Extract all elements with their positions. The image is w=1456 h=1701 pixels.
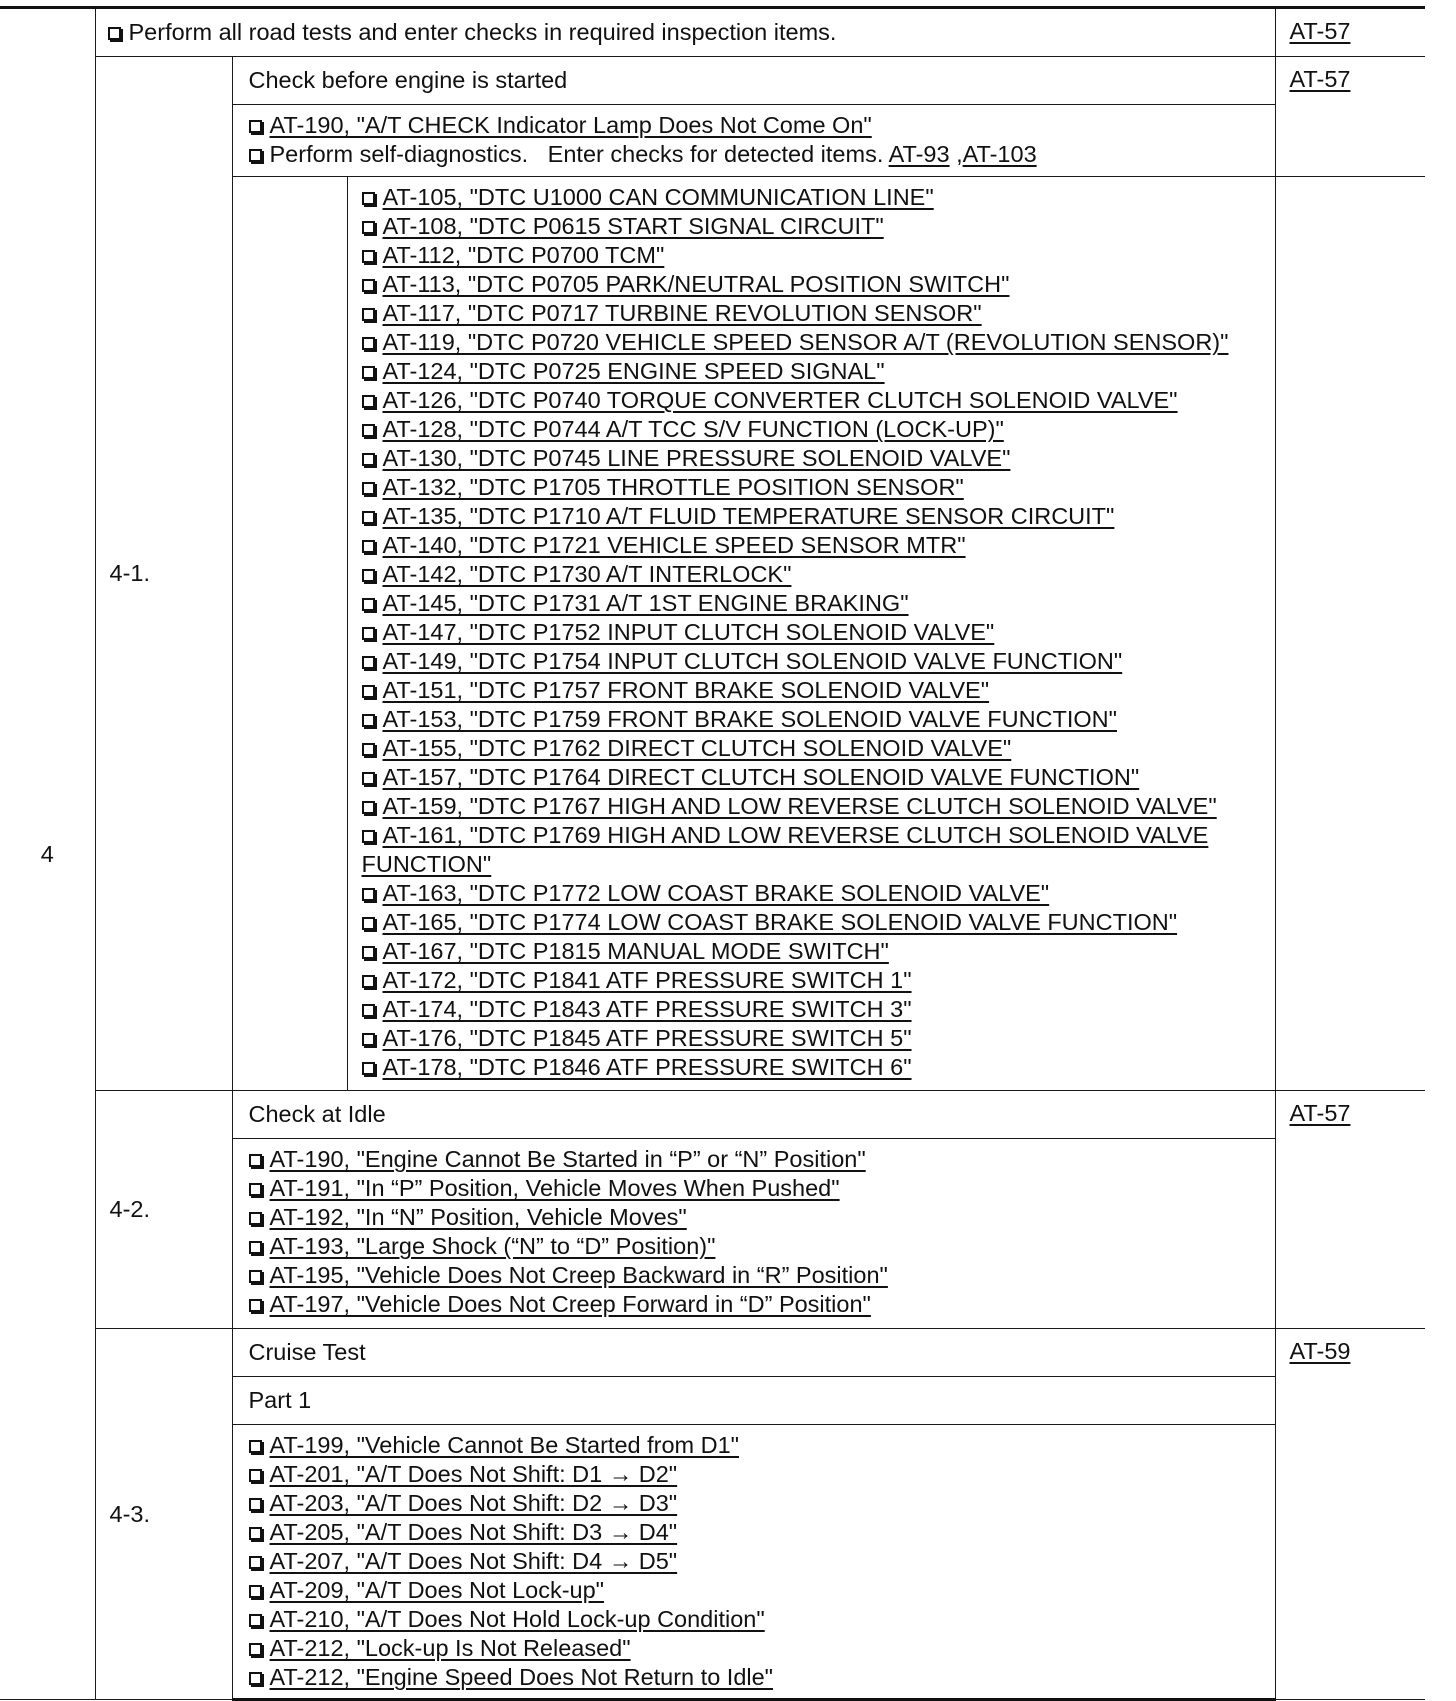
list-item — [362, 821, 1267, 879]
checkbox-icon[interactable] — [362, 656, 375, 669]
self-diagnostics-text: Perform self-diagnostics. Enter checks for detected items. — [269, 141, 884, 167]
item-link[interactable]: AT-157, "DTC P1764 DIRECT CLUTCH SOLENOID VALVE FUNCTION" — [382, 764, 1140, 790]
list-item — [362, 328, 1267, 357]
item-link[interactable]: AT-201, "A/T Does Not Shift: D1 → D2" — [269, 1461, 678, 1487]
checkbox-icon[interactable] — [249, 1440, 262, 1453]
item-link[interactable]: AT-212, "Lock-up Is Not Released" — [269, 1635, 631, 1661]
s42-ref-cell — [1275, 1091, 1425, 1329]
item-link[interactable]: AT-124, "DTC P0725 ENGINE SPEED SIGNAL" — [382, 358, 885, 384]
list-item — [362, 386, 1267, 415]
checkbox-icon[interactable] — [362, 801, 375, 814]
list-item — [362, 444, 1267, 473]
item-link[interactable]: AT-190, "Engine Cannot Be Started in “P” or “N” Position" — [269, 1146, 866, 1172]
diagnostic-work-flow-table — [0, 6, 1425, 1701]
list-item — [249, 1174, 1263, 1203]
item-link[interactable]: AT-151, "DTC P1757 FRONT BRAKE SOLENOID VALVE" — [382, 677, 990, 703]
item-link[interactable]: AT-195, "Vehicle Does Not Creep Backward in “R” Position" — [269, 1262, 888, 1288]
checkbox-icon[interactable] — [249, 1498, 262, 1511]
checkbox-icon[interactable] — [249, 1527, 262, 1540]
list-item — [362, 502, 1267, 531]
checkbox-icon[interactable] — [362, 975, 375, 988]
self-diagnostics-ref-link-1[interactable]: AT-93 — [888, 141, 950, 167]
item-link[interactable]: AT-140, "DTC P1721 VEHICLE SPEED SENSOR MTR" — [382, 532, 966, 558]
s43-part-cell — [232, 1377, 1275, 1425]
checkbox-icon[interactable] — [362, 482, 375, 495]
s43-ref-link[interactable]: AT-59 — [1289, 1338, 1351, 1364]
list-item — [249, 1460, 1263, 1489]
s42-ref-link[interactable]: AT-57 — [1289, 1100, 1351, 1126]
item-link[interactable]: AT-113, "DTC P0705 PARK/NEUTRAL POSITION SWITCH" — [382, 271, 1010, 297]
checkbox-icon[interactable] — [362, 888, 375, 901]
step-number — [0, 8, 95, 1700]
list-item — [362, 734, 1267, 763]
s41-ref-link[interactable]: AT-57 — [1289, 66, 1351, 92]
item-link[interactable]: AT-119, "DTC P0720 VEHICLE SPEED SENSOR A/T (REVOLUTION SENSOR)" — [382, 329, 1229, 355]
checkbox-icon[interactable] — [362, 337, 375, 350]
list-item — [362, 705, 1267, 734]
step-number-text: 4 — [40, 840, 54, 867]
list-item — [362, 560, 1267, 589]
list-item — [362, 1053, 1267, 1082]
self-diagnostics-ref-link-2[interactable]: AT-103 — [962, 141, 1037, 167]
item-link[interactable]: AT-165, "DTC P1774 LOW COAST BRAKE SOLENOID VALVE FUNCTION" — [382, 909, 1178, 935]
checkbox-icon[interactable] — [249, 1299, 262, 1312]
list-item — [362, 792, 1267, 821]
checkbox-icon[interactable] — [362, 917, 375, 930]
item-link[interactable]: AT-155, "DTC P1762 DIRECT CLUTCH SOLENOID VALVE" — [382, 735, 1012, 761]
list-item — [249, 1518, 1263, 1547]
s41-title-row — [0, 57, 1425, 105]
list-item — [362, 995, 1267, 1024]
item-link[interactable]: AT-192, "In “N” Position, Vehicle Moves" — [269, 1204, 687, 1230]
list-item — [362, 937, 1267, 966]
checkbox-icon[interactable] — [249, 1672, 262, 1685]
list-item — [362, 966, 1267, 995]
checkbox-icon[interactable] — [108, 27, 121, 40]
s43-title-cell — [232, 1329, 1275, 1377]
checkbox-icon[interactable] — [249, 149, 262, 162]
checkbox-icon[interactable] — [362, 221, 375, 234]
list-item — [362, 357, 1267, 386]
checkbox-icon[interactable] — [362, 366, 375, 379]
checkbox-icon[interactable] — [249, 1614, 262, 1627]
intro-text: Perform all road tests and enter checks in required inspection items. — [128, 19, 837, 45]
item-link[interactable]: AT-128, "DTC P0744 A/T TCC S/V FUNCTION (LOCK-UP)" — [382, 416, 1004, 442]
checkbox-icon[interactable] — [362, 627, 375, 640]
item-link[interactable]: AT-172, "DTC P1841 ATF PRESSURE SWITCH 1" — [382, 967, 912, 993]
item-link[interactable]: AT-142, "DTC P1730 A/T INTERLOCK" — [382, 561, 792, 587]
list-item — [249, 1203, 1263, 1232]
list-item — [249, 1547, 1263, 1576]
item-link[interactable]: AT-209, "A/T Does Not Lock-up" — [269, 1577, 605, 1603]
s42-title-cell — [232, 1091, 1275, 1139]
checkbox-icon[interactable] — [249, 1585, 262, 1598]
item-link[interactable]: AT-205, "A/T Does Not Shift: D3 → D4" — [269, 1519, 678, 1545]
ref-separator: , — [949, 141, 963, 167]
checkbox-icon[interactable] — [362, 424, 375, 437]
item-link[interactable]: AT-199, "Vehicle Cannot Be Started from D1" — [269, 1432, 740, 1458]
item-link[interactable]: AT-130, "DTC P0745 LINE PRESSURE SOLENOID VALVE" — [382, 445, 1011, 471]
item-link[interactable]: AT-147, "DTC P1752 INPUT CLUTCH SOLENOID VALVE" — [382, 619, 995, 645]
indicator-lamp-link[interactable]: AT-190, "A/T CHECK Indicator Lamp Does Not Come On" — [269, 112, 872, 138]
item-link[interactable]: AT-145, "DTC P1731 A/T 1ST ENGINE BRAKING" — [382, 590, 909, 616]
item-link[interactable]: AT-176, "DTC P1845 ATF PRESSURE SWITCH 5" — [382, 1025, 912, 1051]
list-item — [249, 1605, 1263, 1634]
list-item — [249, 1232, 1263, 1261]
list-item — [249, 1663, 1263, 1692]
s43-list — [232, 1425, 1275, 1700]
s42-number: 4-2. — [109, 1196, 150, 1222]
list-item — [362, 908, 1267, 937]
checkbox-icon[interactable] — [362, 250, 375, 263]
list-item — [249, 1290, 1263, 1319]
item-link[interactable]: AT-207, "A/T Does Not Shift: D4 → D5" — [269, 1548, 678, 1574]
checkbox-icon[interactable] — [362, 453, 375, 466]
checkbox-icon[interactable] — [249, 1154, 262, 1167]
list-item — [249, 1634, 1263, 1663]
item-link[interactable]: AT-197, "Vehicle Does Not Creep Forward in “D” Position" — [269, 1291, 871, 1317]
item-link[interactable]: AT-178, "DTC P1846 ATF PRESSURE SWITCH 6" — [382, 1054, 912, 1080]
list-item — [249, 140, 1263, 169]
s43-ref-cell — [1275, 1329, 1425, 1700]
checkbox-icon[interactable] — [362, 1004, 375, 1017]
checkbox-icon[interactable] — [249, 1270, 262, 1283]
s41-ref-cell — [1275, 57, 1425, 177]
item-link[interactable]: AT-210, "A/T Does Not Hold Lock-up Condition" — [269, 1606, 765, 1632]
item-link[interactable]: AT-149, "DTC P1754 INPUT CLUTCH SOLENOID VALVE FUNCTION" — [382, 648, 1123, 674]
checkbox-icon[interactable] — [362, 279, 375, 292]
s41-blank-cell — [232, 177, 347, 1091]
checkbox-icon[interactable] — [362, 395, 375, 408]
checkbox-icon[interactable] — [362, 830, 375, 843]
item-link[interactable]: AT-108, "DTC P0615 START SIGNAL CIRCUIT" — [382, 213, 884, 239]
list-item — [362, 241, 1267, 270]
item-link[interactable]: AT-174, "DTC P1843 ATF PRESSURE SWITCH 3" — [382, 996, 912, 1022]
checkbox-icon[interactable] — [362, 569, 375, 582]
item-link[interactable]: AT-161, "DTC P1769 HIGH AND LOW REVERSE CLUTCH SOLENOID VALVE FUNCTION" — [361, 822, 1209, 877]
item-link[interactable]: AT-117, "DTC P0717 TURBINE REVOLUTION SENSOR" — [382, 300, 982, 326]
s43-number-cell — [95, 1329, 232, 1700]
list-item — [362, 270, 1267, 299]
list-item — [362, 763, 1267, 792]
list-item — [362, 299, 1267, 328]
item-link[interactable]: AT-135, "DTC P1710 A/T FLUID TEMPERATURE SENSOR CIRCUIT" — [382, 503, 1115, 529]
checkbox-icon[interactable] — [362, 1033, 375, 1046]
checkbox-icon[interactable] — [249, 120, 262, 133]
checkbox-icon[interactable] — [362, 772, 375, 785]
item-link[interactable]: AT-163, "DTC P1772 LOW COAST BRAKE SOLENOID VALVE" — [382, 880, 1050, 906]
list-item — [362, 531, 1267, 560]
checkbox-icon[interactable] — [249, 1183, 262, 1196]
list-item — [362, 1024, 1267, 1053]
item-link[interactable]: AT-126, "DTC P0740 TORQUE CONVERTER CLUTCH SOLENOID VALVE" — [382, 387, 1178, 413]
list-item — [362, 647, 1267, 676]
list-item — [362, 676, 1267, 705]
checkbox-icon[interactable] — [249, 1469, 262, 1482]
list-item — [249, 1145, 1263, 1174]
s41-title-cell — [232, 57, 1275, 105]
s43-part: Part 1 — [248, 1387, 312, 1413]
s43-title-row — [0, 1329, 1425, 1377]
item-link[interactable]: AT-132, "DTC P1705 THROTTLE POSITION SENSOR" — [382, 474, 964, 500]
s41-dtc-list — [347, 177, 1275, 1091]
s41-pre-cell — [232, 105, 1275, 177]
checkbox-icon[interactable] — [249, 1556, 262, 1569]
list-item — [362, 473, 1267, 502]
s42-list — [232, 1139, 1275, 1329]
checkbox-icon[interactable] — [362, 743, 375, 756]
checkbox-icon[interactable] — [249, 1643, 262, 1656]
checkbox-icon[interactable] — [362, 511, 375, 524]
intro-ref-cell — [1275, 8, 1425, 57]
intro-ref-link[interactable]: AT-57 — [1289, 18, 1351, 44]
s41-title: Check before engine is started — [248, 67, 568, 93]
checkbox-icon[interactable] — [362, 946, 375, 959]
item-link[interactable]: AT-167, "DTC P1815 MANUAL MODE SWITCH" — [382, 938, 889, 964]
s41-number-cell — [95, 57, 232, 1091]
list-item — [249, 1576, 1263, 1605]
list-item — [362, 879, 1267, 908]
list-item — [249, 1489, 1263, 1518]
intro-cell — [95, 8, 1275, 57]
s41-number: 4-1. — [109, 560, 150, 586]
item-link[interactable]: AT-212, "Engine Speed Does Not Return to Idle" — [269, 1664, 774, 1690]
item-link[interactable]: AT-193, "Large Shock (“N” to “D” Position)" — [269, 1233, 716, 1259]
s42-title: Check at Idle — [248, 1101, 386, 1127]
checkbox-icon[interactable] — [249, 1212, 262, 1225]
item-link[interactable]: AT-203, "A/T Does Not Shift: D2 → D3" — [269, 1490, 678, 1516]
item-link[interactable]: AT-159, "DTC P1767 HIGH AND LOW REVERSE CLUTCH SOLENOID VALVE" — [382, 793, 1217, 819]
list-item — [362, 618, 1267, 647]
checkbox-icon[interactable] — [362, 540, 375, 553]
list-item — [362, 212, 1267, 241]
list-item — [249, 1431, 1263, 1460]
checkbox-icon[interactable] — [362, 598, 375, 611]
checkbox-icon[interactable] — [362, 714, 375, 727]
item-link[interactable]: AT-105, "DTC U1000 CAN COMMUNICATION LINE" — [382, 184, 934, 210]
list-item — [362, 415, 1267, 444]
checkbox-icon[interactable] — [362, 308, 375, 321]
checkbox-icon[interactable] — [362, 192, 375, 205]
s43-number: 4-3. — [109, 1500, 150, 1527]
list-item — [362, 183, 1267, 212]
s42-title-row — [0, 1091, 1425, 1139]
checkbox-icon[interactable] — [362, 1062, 375, 1075]
list-item — [249, 1261, 1263, 1290]
s43-title: Cruise Test — [248, 1339, 366, 1365]
item-link[interactable]: AT-153, "DTC P1759 FRONT BRAKE SOLENOID VALVE FUNCTION" — [382, 706, 1117, 732]
checkbox-icon[interactable] — [362, 685, 375, 698]
item-link[interactable]: AT-191, "In “P” Position, Vehicle Moves When Pushed" — [269, 1175, 840, 1201]
item-link[interactable]: AT-112, "DTC P0700 TCM" — [382, 242, 665, 268]
checkbox-icon[interactable] — [249, 1241, 262, 1254]
s41-dtc-ref-cell — [1275, 177, 1425, 1091]
s42-number-cell — [95, 1091, 232, 1329]
intro-row — [0, 8, 1425, 57]
list-item — [249, 111, 1263, 140]
list-item — [362, 589, 1267, 618]
